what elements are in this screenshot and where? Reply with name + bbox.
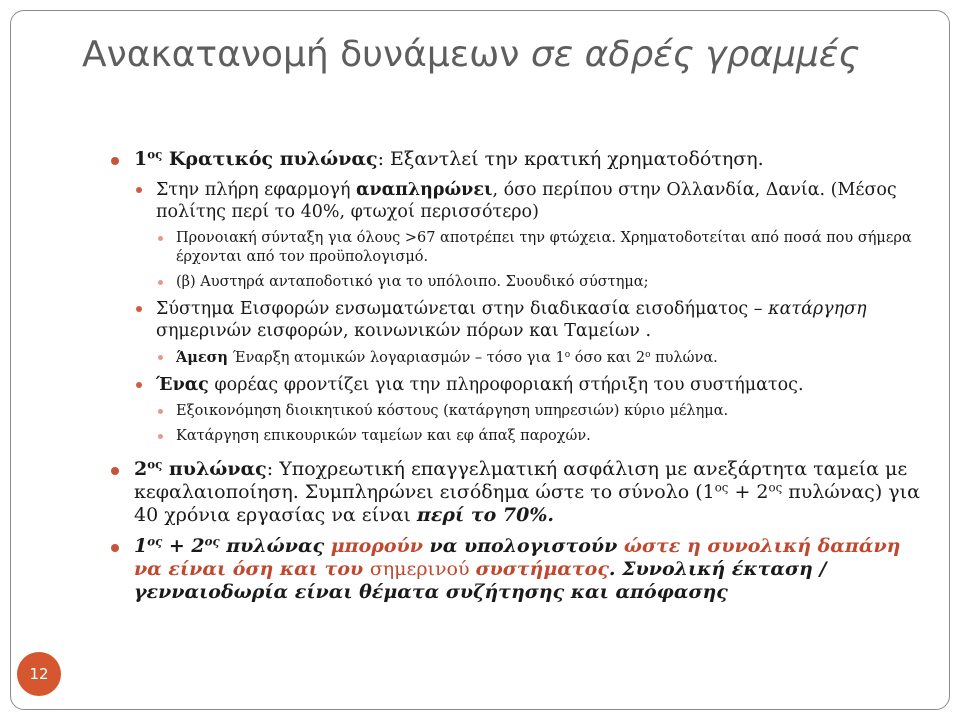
bullet-dot [158, 236, 163, 241]
bold-italic-term: περί το 70%. [416, 504, 555, 526]
ordinal-suffix: ος [147, 534, 163, 549]
bullet-dot [136, 306, 142, 312]
text-segment: Προνοιακή σύνταξη για όλους >67 αποτρέπει την φτώχεια. Χρηματοδοτείται από ποσά που σήμερα έρχονται από τον προϋπολογισμό. [176, 230, 912, 265]
highlight-text: ώστε η συνολική δαπάνη να είναι όση και του [134, 535, 901, 580]
text-segment: σημερινών εισφορών, κοινωνικών πόρων και Ταμείων . [156, 321, 652, 341]
slide-title [82, 28, 902, 82]
text-segment: πυλώνας) για 40 χρόνια εργασίας να είναι [134, 481, 920, 526]
ordinal-suffix: ος [714, 480, 729, 495]
text-segment: + 2 [162, 535, 205, 557]
pillar-2-label: πυλώνας [162, 458, 267, 480]
text-segment: φορέας φροντίζει για την πληροφοριακή στήριξη του συστήματος. [208, 375, 804, 395]
text-segment: Στην πλήρη εφαρμογή [156, 180, 356, 200]
italic-term: κατάργηση [768, 299, 867, 319]
pillar-1-number: 1 [134, 148, 148, 170]
text-segment: Κατάργηση επικουρικών ταμείων και εφ άπαξ παροχών. [176, 428, 591, 444]
text-segment: : Υποχρεωτική επαγγελματική ασφάλιση με ανεξάρτητα ταμεία με κεφαλαιοποίηση. Συμπληρώνει εισόδημα ώστε το σύνολο (1 [134, 458, 908, 503]
bullet-strict-contributory [156, 273, 930, 292]
text-segment: Εξοικονόμηση διοικητικού κόστους (κατάργηση υπηρεσιών) κύριο μέλημα. [176, 403, 729, 419]
bullet-dot [158, 280, 163, 285]
title-part-italic: σε αδρές γραμμές [530, 34, 860, 75]
text-segment: όσο και 2 [570, 350, 646, 366]
bullet-dot [136, 382, 142, 388]
bullet-dot [111, 544, 119, 552]
ordinal-suffix: ος [768, 480, 783, 495]
text-segment: πυλώνα. [650, 350, 718, 366]
bullet-pillar-1 [108, 148, 930, 171]
text-segment: να υπολογιστούν [422, 535, 624, 557]
pillar-2-number: 2 [134, 458, 148, 480]
title-part-regular: Ανακατανομή δυνάμεων [82, 34, 531, 75]
text-segment: . Συνολική έκταση / γενναιοδωρία είναι θέματα συζήτησης και απόφασης [134, 558, 827, 603]
text-segment: (β) Αυστηρά ανταποδοτικό για το υπόλοιπο. Συουδικό σύστημα; [176, 274, 649, 290]
bullet-dot [136, 187, 142, 193]
ordinal-suffix: ος [147, 457, 163, 472]
ordinal-suffix: ο [645, 350, 651, 361]
bold-term: Άμεση [176, 349, 228, 366]
highlight-text: σημερινού [369, 558, 476, 580]
text-segment: 1 [134, 535, 148, 557]
pillar-1-text: : Εξαντλεί την κρατική χρηματοδότηση. [377, 148, 764, 170]
bullet-abolish-auxiliary-funds [156, 427, 930, 446]
highlight-text: συστήματος [475, 558, 609, 580]
text-segment: πυλώνας [219, 535, 331, 557]
bullet-admin-cost-savings [156, 402, 930, 421]
text-segment: Σύστημα Εισφορών ενσωματώνεται στην διαδικασία εισοδήματος – [156, 299, 769, 319]
bullet-single-body [134, 374, 930, 396]
ordinal-suffix: ος [147, 147, 163, 162]
bold-term: αναπληρώνει [356, 180, 493, 200]
bullet-dot [111, 157, 119, 165]
bullet-dot [158, 434, 163, 439]
bullet-welfare-pension [156, 229, 930, 267]
text-segment: + 2 [728, 481, 769, 503]
slide-content [108, 148, 930, 612]
ordinal-suffix: ο [564, 350, 571, 361]
highlight-text: μπορούν [330, 535, 423, 557]
bullet-dot [158, 409, 163, 414]
text-segment: Έναρξη ατομικών λογαριασμών – τόσο για 1 [227, 350, 565, 366]
bullet-pillar-1-full-application [134, 179, 930, 223]
bullet-individual-accounts [156, 348, 930, 368]
bold-term: Ένας [156, 375, 209, 395]
bullet-pillars-combined [108, 535, 930, 604]
pillar-1-label: Κρατικός πυλώνας [162, 148, 378, 170]
slide-number-badge: 12 [17, 652, 61, 696]
text-segment: , όσο περίπου στην Ολλανδία, Δανία. (Μέσος πολίτης περί το 40%, φτωχοί περισσότερο) [156, 180, 897, 222]
bullet-dot [158, 355, 163, 360]
bullet-contribution-system [134, 298, 930, 342]
ordinal-suffix: ος [204, 534, 220, 549]
bullet-dot [111, 467, 119, 475]
bullet-pillar-2 [108, 458, 930, 527]
